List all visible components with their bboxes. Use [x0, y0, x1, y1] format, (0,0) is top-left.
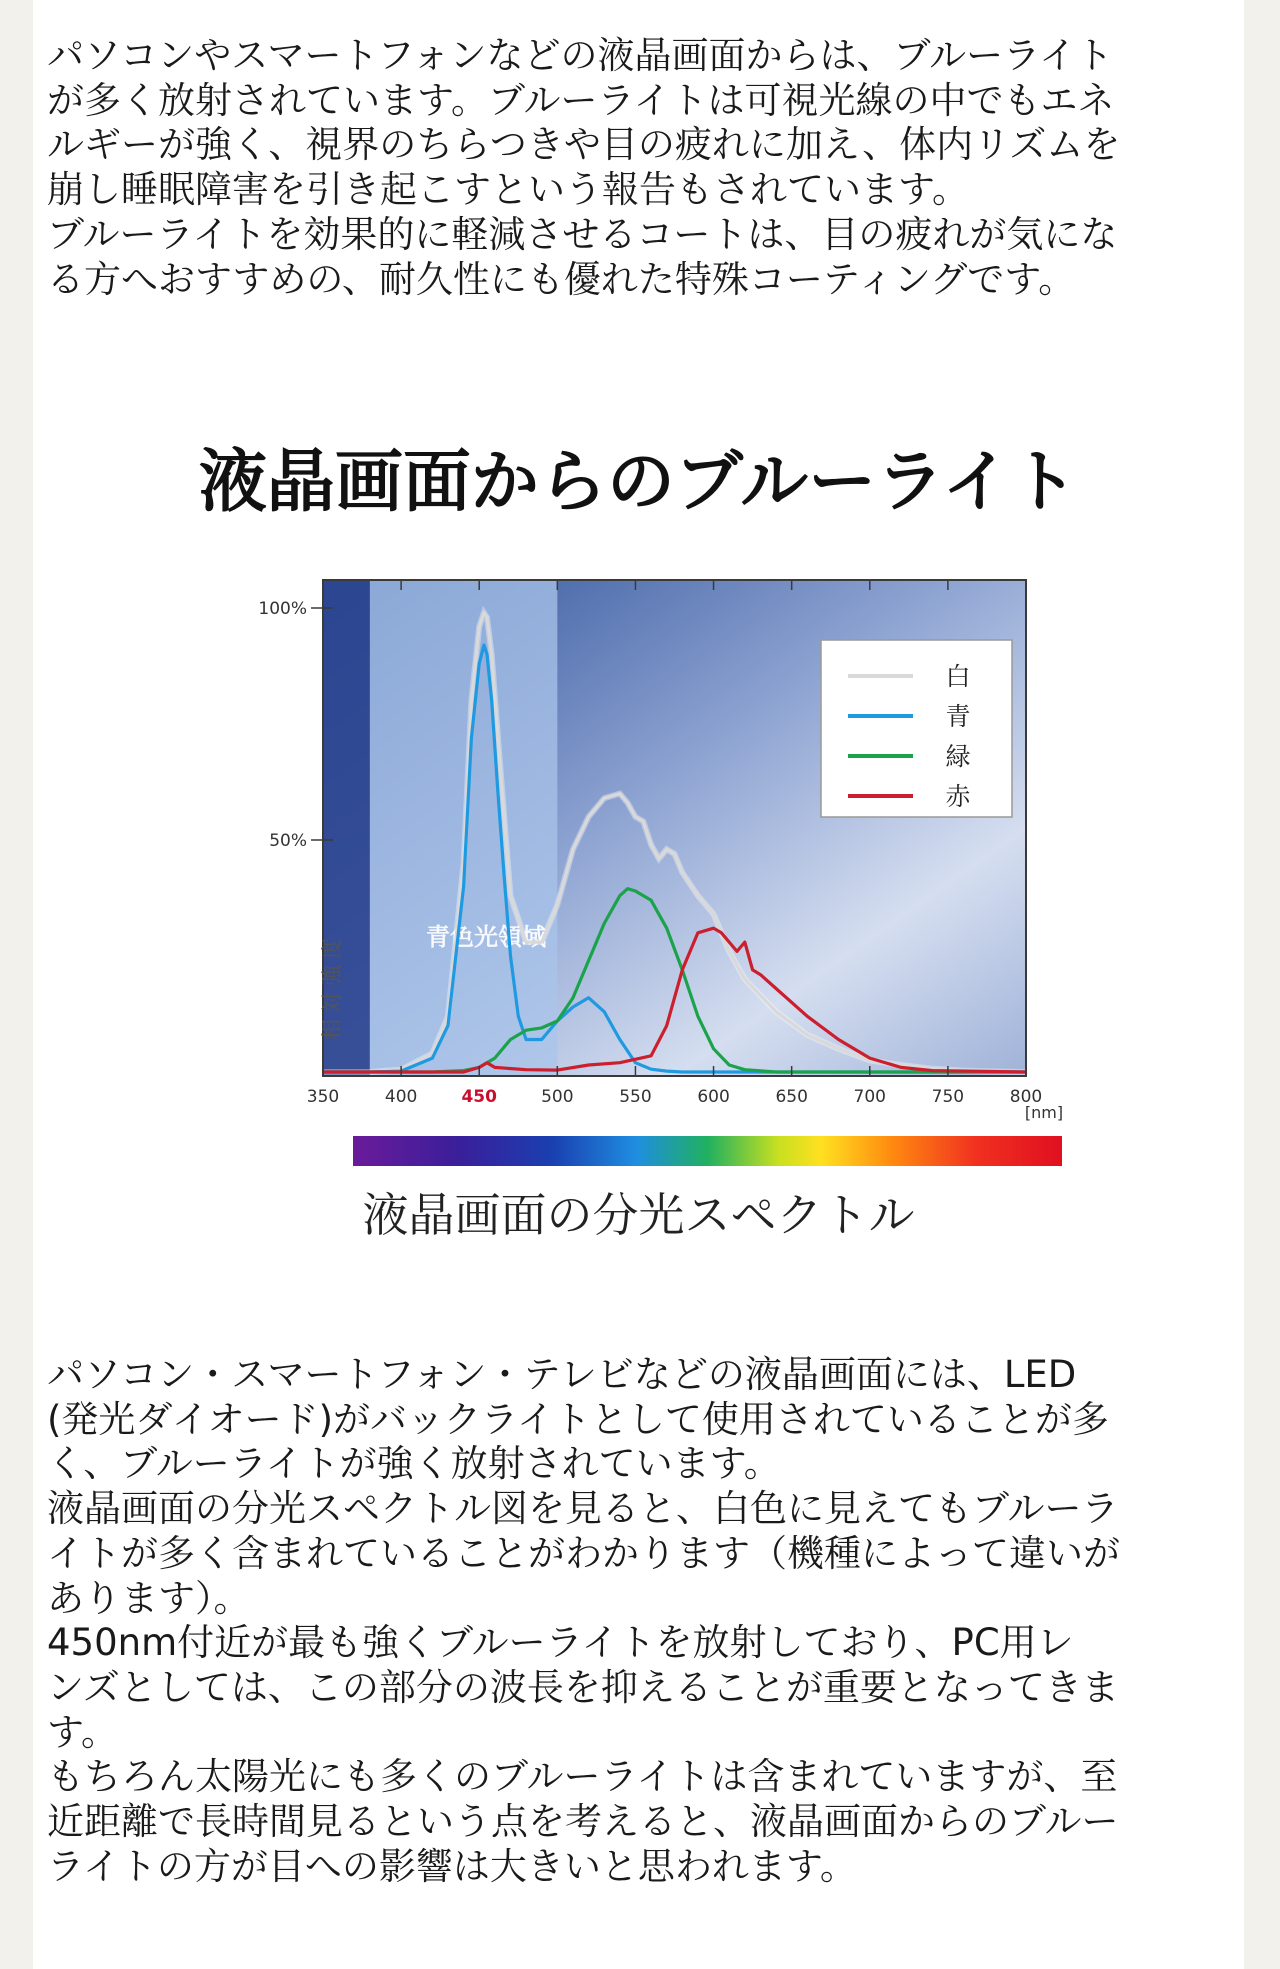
x-tick-label: 800	[1009, 1087, 1043, 1107]
body-line: (発光ダイオード)がバックライトとして使用されていることが多	[47, 1397, 1109, 1441]
y-tick-label: 50%	[269, 831, 307, 851]
x-tick-label: 650	[775, 1087, 808, 1107]
legend-label: 緑	[945, 742, 971, 771]
intro-line: が多く放射されています。ブルーライトは可視光線の中でもエネ	[47, 78, 1115, 122]
body-line: く、ブルーライトが強く放射されています。	[47, 1442, 781, 1486]
spectrum-chart	[33, 0, 1244, 1180]
intro-line: ルギーが強く、視界のちらつきや目の疲れに加え、体内リズムを	[47, 123, 1121, 167]
body-line: ライトの方が目への影響は大きいと思われます。	[47, 1844, 857, 1888]
x-tick-label: 350	[306, 1087, 340, 1107]
legend	[821, 640, 1012, 817]
legend-label: 赤	[945, 782, 971, 811]
chart-caption: 液晶画面の分光スペクトル	[362, 1188, 915, 1242]
blue-band-region	[324, 581, 557, 1075]
intro-line: パソコンやスマートフォンなどの液晶画面からは、ブルーライト	[47, 34, 1113, 77]
body-line: もちろん太陽光にも多くのブルーライトは含まれていますが、至	[47, 1755, 1118, 1799]
legend-label: 白	[945, 662, 971, 691]
x-tick-label: 600	[697, 1087, 730, 1107]
body-paragraph	[47, 1353, 1242, 1889]
section-heading: 液晶画面からのブルーライト	[198, 443, 1079, 522]
body-line: イトが多く含まれていることがわかります（機種によって違いが	[47, 1531, 1120, 1575]
body-line: す。	[47, 1710, 119, 1754]
y-axis-title	[320, 932, 344, 1040]
intro-line: ブルーライトを効果的に軽減させるコートは、目の疲れが気にな	[47, 212, 1118, 256]
x-tick-label: 700	[853, 1087, 887, 1107]
x-tick-label: 750	[931, 1087, 965, 1107]
body-line: パソコン・スマートフォン・テレビなどの液晶画面には、LED	[47, 1353, 1077, 1396]
body-line: 450nm付近が最も強くブルーライトを放射しており、PC用レ	[47, 1621, 1074, 1665]
intro-line: る方へおすすめの、耐久性にも優れた特殊コーティングです。	[47, 257, 1076, 301]
visible-spectrum-bar	[353, 1136, 1062, 1166]
x-tick-label: 550	[619, 1087, 652, 1107]
x-tick-label: 400	[384, 1087, 418, 1107]
body-line: あります）。	[47, 1576, 251, 1620]
body-line: 液晶画面の分光スペクトル図を見ると、白色に見えてもブルーラ	[47, 1487, 1119, 1531]
x-tick-label: 450	[461, 1087, 497, 1107]
body-line: 近距離で長時間見るという点を考えると、液晶画面からのブルー	[47, 1800, 1119, 1844]
x-unit-label: [nm]	[1024, 1103, 1064, 1122]
y-axis-ticks	[258, 599, 333, 851]
x-tick-label: 500	[541, 1087, 574, 1107]
band-label: 青色光領域	[426, 923, 546, 951]
y-tick-label: 100%	[258, 599, 307, 619]
y-axis-title-text: 相対強度	[320, 932, 344, 1040]
legend-label: 青	[945, 702, 971, 731]
content-page	[33, 0, 1244, 1969]
body-line: ンズとしては、この部分の波長を抑えることが重要となってきま	[47, 1665, 1119, 1709]
intro-line: 崩し睡眠障害を引き起こすという報告もされています。	[47, 168, 970, 212]
legend-box	[821, 640, 1012, 817]
